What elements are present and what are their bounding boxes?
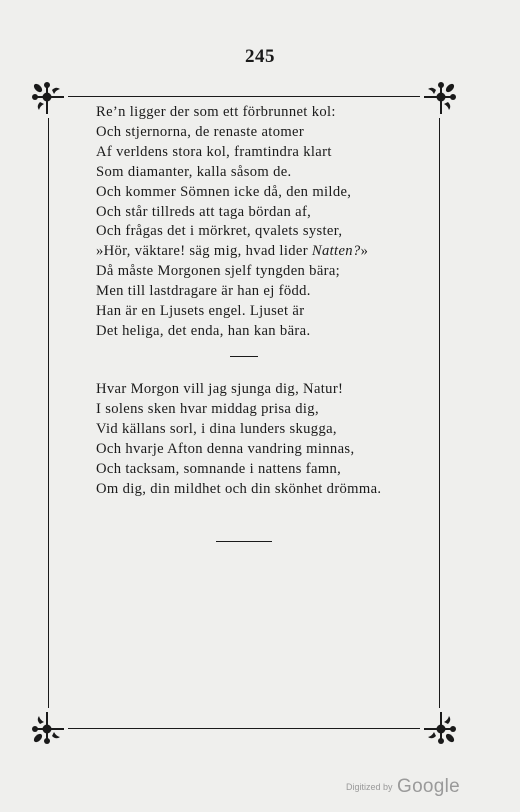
poem-line: Men till lastdragare är han ej född.	[96, 283, 311, 300]
poem-line: Vid källans sorl, i dina lunders skugga,	[96, 420, 337, 437]
section-divider	[230, 356, 258, 357]
poem-line: I solens sken hvar middag prisa dig,	[96, 400, 319, 417]
end-divider	[216, 541, 272, 542]
poem-line: »Hör, väktare! säg mig, hvad lider Natten?»	[96, 243, 369, 260]
watermark-brand: Google	[396, 776, 461, 797]
poem-line: Och tacksam, somnande i nattens famn,	[96, 460, 342, 477]
floral-corner-icon	[28, 708, 68, 748]
poem-line: Och frågas det i mörkret, qvalets syster,	[96, 223, 343, 240]
page-number: 245	[245, 46, 275, 67]
poem-line: Af verldens stora kol, framtindra klart	[96, 143, 332, 160]
poem-line: Det heliga, det enda, han kan bära.	[96, 322, 311, 339]
poem-line: Då måste Morgonen sjelf tyngden bära;	[96, 263, 341, 280]
emphasized-word: Natten?	[311, 243, 361, 260]
poem-line: Re’n ligger der som ett förbrunnet kol:	[96, 104, 336, 120]
poem-line: Som diamanter, kalla såsom de.	[96, 163, 292, 180]
floral-corner-icon	[420, 78, 460, 118]
poem-line: Och står tillreds att taga bördan af,	[96, 203, 312, 220]
floral-corner-icon	[420, 708, 460, 748]
stanza-1	[96, 103, 368, 342]
poem-line: Och hvarje Afton denna vandring minnas,	[96, 440, 355, 457]
poem-line: Och kommer Sömnen icke då, den milde,	[96, 183, 352, 200]
floral-corner-icon	[28, 78, 68, 118]
poem-line: Han är en Ljusets engel. Ljuset är	[96, 303, 305, 320]
digitized-watermark	[346, 776, 460, 798]
poem-line: Hvar Morgon vill jag sjunga dig, Natur!	[96, 381, 344, 397]
watermark-prefix: Digitized by	[346, 782, 393, 792]
stanza-2	[96, 380, 381, 499]
poem-line: Och stjernorna, de renaste atomer	[96, 123, 305, 140]
poem-line: Om dig, din mildhet och din skönhet drömma.	[96, 480, 382, 497]
